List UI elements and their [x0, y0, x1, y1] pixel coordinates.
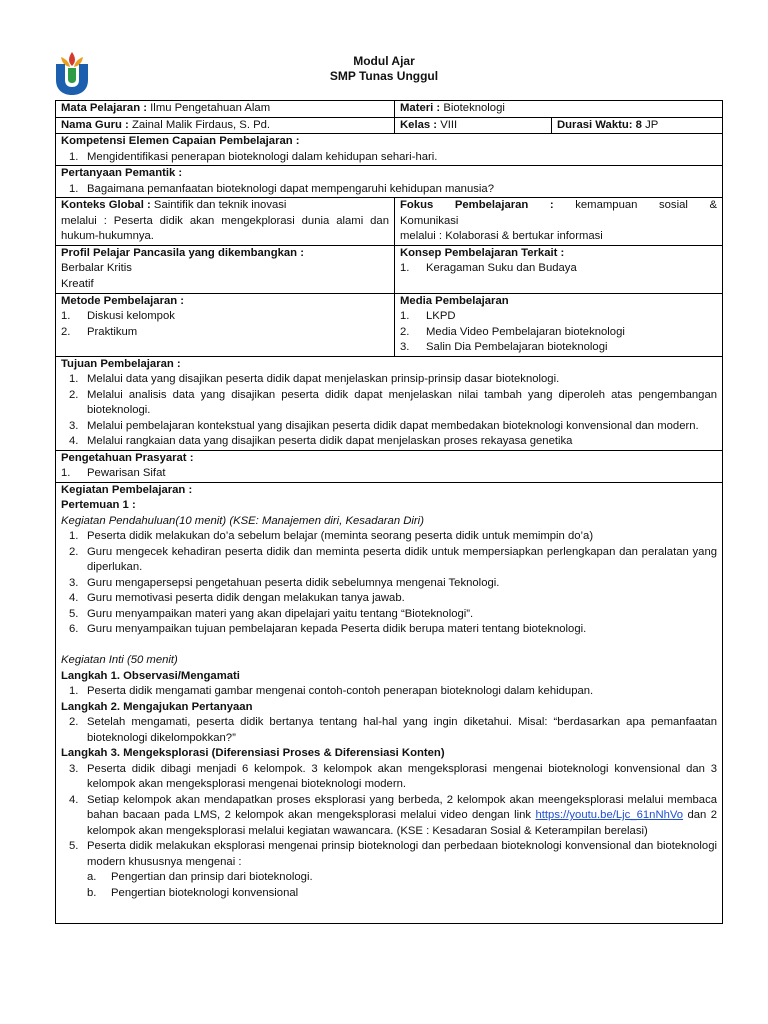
list-item: 1. LKPD	[400, 310, 456, 322]
list-item: 2. Guru mengecek kehadiran peserta didik dan meminta peserta didik untuk mempersiapkan perlengkapan dan peralatan yang diperlukan.	[69, 545, 718, 573]
list-item: 5. Guru menyampaikan materi yang akan dipelajari yaitu tentang “Bioteknologi”.	[69, 607, 474, 620]
guru-value: Zainal Malik Firdaus, S. Pd.	[131, 118, 271, 131]
list-item: 4. Setiap kelompok akan mendapatkan proses eksplorasi yang berbeda, 2 kelompok akan meengeksplorasi melalui membaca bahan bacaan pada LMS, 2 kelompok akan mengeksplorasi melalui video dengan link https://youtu.be/Ljc_61nNhVo dan 2 kelompok akan mengeksplorasi melalui kegiatan wawancara. (KSE : Kesadaran Sosial & Keterampilan berelasi)	[69, 793, 718, 837]
list-item: 2. Media Video Pembelajaran bioteknologi	[400, 325, 625, 338]
profil-label: Profil Pelajar Pancasila yang dikembangkan :	[61, 246, 304, 259]
langkah1-heading: Langkah 1. Observasi/Mengamati	[61, 669, 240, 682]
list-item: 3. Salin Dia Pembelajaran bioteknologi	[400, 341, 608, 353]
list-item: 3. Melalui pembelajaran kontekstual yang disajikan peserta didik dapat membedakan bioteknologi konvensional dan modern.	[69, 419, 699, 432]
row-prasyarat	[56, 450, 723, 482]
modul-table	[55, 100, 723, 924]
school-name: SMP Tunas Unggul	[329, 69, 439, 83]
list-item: 1. Peserta didik melakukan do’a sebelum belajar (meminta seorang peserta didik untuk memimpin do’a)	[69, 530, 594, 542]
materi-value: Bioteknologi	[443, 102, 505, 114]
mapel-value: Ilmu Pengetahuan Alam	[150, 102, 271, 114]
list-item: 1. Keragaman Suku dan Budaya	[400, 262, 577, 274]
list-item: 3. Peserta didik dibagi menjadi 6 kelompok. 3 kelompok akan mengeksplorasi mengenai bioteknologi konvensional dan 3 kelompok akan mengeksplorasi mengenai bioteknologi modern.	[69, 762, 718, 790]
list-item: 1. Peserta didik mengamati gambar mengenai contoh-contoh penerapan bioteknologi dalam kehidupan.	[69, 685, 594, 697]
list-item: 1. Diskusi kelompok	[61, 310, 175, 322]
media-label: Media Pembelajaran	[400, 294, 509, 307]
row-metode-media	[56, 293, 723, 356]
row-konteks-fokus: Konteks Global : Saintifik dan teknik inovasi melalui : Peserta didik akan mengekplorasi dunia alami dan hukum-hukumnya. Fokus Pembelajaran : kemampuan sosial & Komunikasi melalui : Kolaborasi & bertukar informasi	[56, 198, 723, 246]
document-title: Modul Ajar	[353, 54, 415, 68]
sub-list-item: a. Pengertian dan prinsip dari bioteknologi.	[87, 871, 313, 883]
list-item: 2. Setelah mengamati, peserta didik bertanya tentang hal-hal yang ingin diketahui. Misal: “berdasarkan apa pemanfaatan bioteknologi dikelompokkan?”	[69, 716, 718, 744]
row-pemantik	[56, 166, 723, 198]
list-item: 1. Mengidentifikasi penerapan bioteknologi dalam kehidupan sehari-hari.	[69, 150, 438, 163]
list-item: 3. Guru mengapersepsi pengetahuan peserta didik sebelumnya mengenai Teknologi.	[69, 576, 500, 589]
langkah3-heading: Langkah 3. Mengeksplorasi (Diferensiasi Proses & Diferensiasi Konten)	[61, 747, 445, 759]
langkah2-heading: Langkah 2. Mengajukan Pertanyaan	[61, 700, 253, 713]
list-item: 2. Melalui analisis data yang disajikan peserta didik dapat menjelaskan nilai tambah yang diperoleh atas pengembangan bioteknologi.	[69, 388, 718, 416]
row-kompetensi	[56, 134, 723, 166]
row-guru: Nama Guru : Zainal Malik Firdaus, S. Pd. Kelas : VIII Durasi Waktu: 8 JP	[56, 117, 723, 134]
list-item: 1. Melalui data yang disajikan peserta didik dapat menjelaskan prinsip-prinsip dasar bioteknologi.	[69, 373, 560, 385]
row-profil-konsep: Profil Pelajar Pancasila yang dikembangkan : Berbalar Kritis Kreatif Konsep Pembelajaran Terkait : 1. Keragaman Suku dan Budaya	[56, 245, 723, 293]
row-kegiatan	[56, 482, 723, 923]
pemantik-label: Pertanyaan Pemantik :	[61, 167, 183, 179]
pertemuan-label: Pertemuan 1 :	[61, 499, 136, 511]
document-header	[0, 54, 768, 84]
kelas-value: VIII	[440, 118, 458, 131]
list-item: 5. Peserta didik melakukan eksplorasi mengenai prinsip bioteknologi dan perbedaan bioteknologi konvensional dan bioteknologi modern khususnya mengenai :	[69, 840, 718, 868]
list-item: 2. Praktikum	[61, 325, 138, 338]
row-tujuan	[56, 356, 723, 450]
row-mapel: Mata Pelajaran : Ilmu Pengetahuan Alam Materi : Bioteknologi	[56, 101, 723, 118]
prasyarat-label: Pengetahuan Prasyarat :	[61, 451, 194, 464]
konteks-label: Konteks Global :	[61, 199, 151, 211]
konsep-label: Konsep Pembelajaran Terkait :	[400, 246, 565, 259]
sub-list-item: b. Pengertian bioteknologi konvensional	[87, 886, 299, 899]
youtube-link[interactable]: https://youtu.be/Ljc_61nNhVo	[535, 809, 684, 821]
list-item: 6. Guru menyampaikan tujuan pembelajaran kepada Peserta didik berupa materi tentang bioteknologi.	[69, 623, 587, 635]
tujuan-label: Tujuan Pembelajaran :	[61, 357, 181, 370]
list-item: 1. Bagaimana pemanfaatan bioteknologi dapat mempengaruhi kehidupan manusia?	[69, 182, 494, 195]
durasi-value: JP	[645, 118, 659, 131]
kompetensi-label: Kompetensi Elemen Capaian Pembelajaran :	[61, 135, 300, 147]
fokus-line: Fokus Pembelajaran : kemampuan sosial &	[400, 199, 718, 211]
list-item: 4. Guru memotivasi peserta didik dengan melakukan tanya jawab.	[69, 592, 405, 604]
inti-heading: Kegiatan Inti (50 menit)	[61, 654, 178, 666]
pendahuluan-heading: Kegiatan Pendahuluan(10 menit) (KSE: Manajemen diri, Kesadaran Diri)	[61, 514, 424, 527]
kegiatan-label: Kegiatan Pembelajaran :	[61, 483, 193, 496]
list-item: 4. Melalui rangkaian data yang disajikan peserta didik dapat menjelaskan proses rekayasa genetika	[69, 435, 573, 447]
metode-label: Metode Pembelajaran :	[61, 294, 185, 307]
list-item: 1. Pewarisan Sifat	[61, 467, 166, 479]
